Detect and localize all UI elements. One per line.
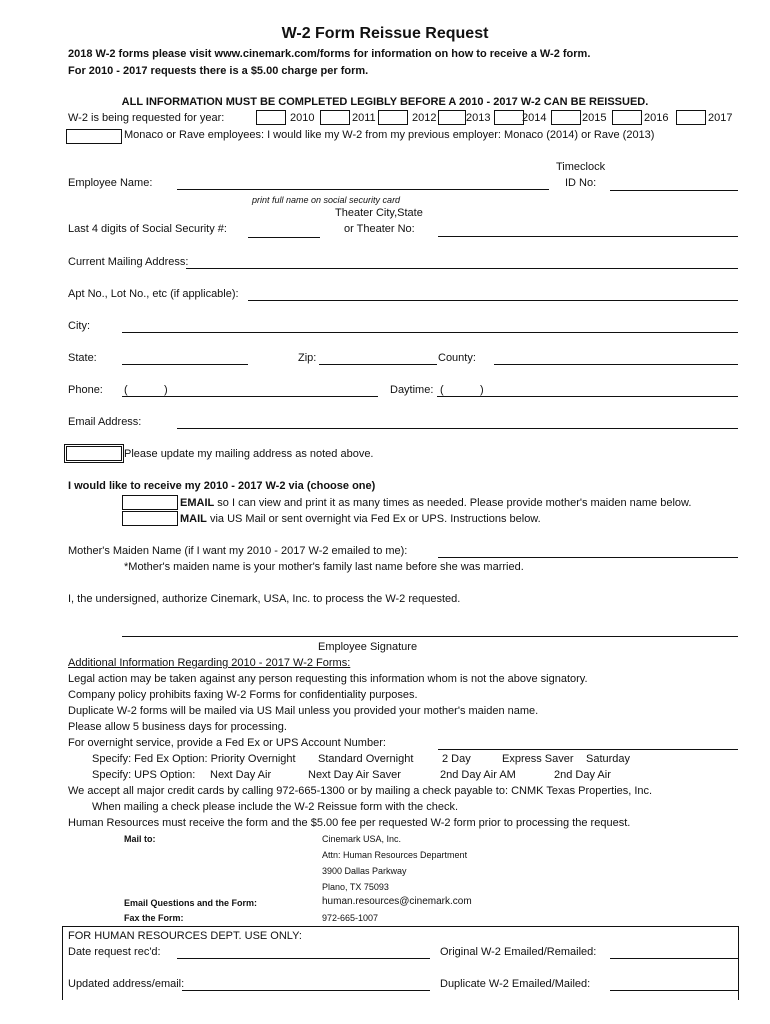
year-2015-checkbox[interactable]: [551, 110, 581, 125]
zip-label: Zip:: [298, 352, 317, 364]
fedex-2-day: 2 Day: [442, 753, 471, 765]
mail-option-checkbox[interactable]: [122, 511, 178, 526]
hr-section-top-border: [62, 926, 738, 927]
date-received-label: Date request rec'd:: [68, 946, 161, 958]
mail-to-label: Mail to:: [124, 834, 156, 844]
intro-line-2: For 2010 - 2017 requests there is a $5.00 charge per form.: [68, 65, 369, 77]
county-field[interactable]: [494, 364, 738, 365]
original-emailed-field[interactable]: [610, 958, 738, 959]
year-2017-checkbox[interactable]: [676, 110, 706, 125]
hr-section-left-border: [62, 926, 63, 1000]
fax-label: Fax the Form:: [124, 913, 184, 923]
credit-card-text: We accept all major credit cards by calling 972-665-1300 or by mailing a check payable to: CNMK Texas Properties, Inc.: [68, 785, 653, 797]
hr-section-right-border: [738, 926, 739, 1000]
mailing-address-field[interactable]: [186, 268, 738, 269]
ssn-label: Last 4 digits of Social Security #:: [68, 223, 227, 235]
daytime-field[interactable]: [437, 396, 738, 397]
fedex-express-saver: Express Saver: [502, 753, 574, 765]
email-label: Email Address:: [68, 416, 142, 428]
additional-line: Company policy prohibits faxing W-2 Forms for confidentiality purposes.: [68, 689, 418, 701]
ups-2nd-day-air-am: 2nd Day Air AM: [440, 769, 516, 781]
year-2016-label: 2016: [644, 112, 669, 124]
daytime-label: Daytime:: [390, 384, 434, 396]
monaco-rave-checkbox[interactable]: [66, 129, 122, 144]
year-2015-label: 2015: [582, 112, 607, 124]
maiden-name-note: *Mother's maiden name is your mother's family last name before she was married.: [124, 561, 524, 573]
mail-option-title: MAIL: [180, 513, 207, 525]
city-label: City:: [68, 320, 90, 332]
additional-line: For overnight service, provide a Fed Ex or UPS Account Number:: [68, 737, 386, 749]
mail-to-line: 3900 Dallas Parkway: [322, 866, 407, 876]
year-2012-checkbox[interactable]: [378, 110, 408, 125]
ups-2nd-day-air: 2nd Day Air: [554, 769, 611, 781]
phone-paren-open: (: [124, 384, 128, 396]
updated-address-field[interactable]: [182, 990, 430, 991]
fax-number: 972-665-1007: [322, 913, 379, 923]
timeclock-label: Timeclock: [556, 161, 606, 173]
year-2010-checkbox[interactable]: [256, 110, 286, 125]
theater-label-1: Theater City,State: [335, 207, 423, 219]
daytime-paren-close: ): [480, 384, 484, 396]
duplicate-emailed-field[interactable]: [610, 990, 738, 991]
county-label: County:: [438, 352, 476, 364]
employee-name-field[interactable]: [177, 189, 549, 190]
maiden-name-field[interactable]: [438, 557, 738, 558]
signature-label: Employee Signature: [318, 641, 418, 653]
email-questions-label: Email Questions and the Form:: [124, 898, 258, 908]
zip-field[interactable]: [319, 364, 437, 365]
year-2013-checkbox[interactable]: [438, 110, 466, 125]
account-number-field[interactable]: [438, 749, 738, 750]
year-2017-label: 2017: [708, 112, 733, 124]
state-label: State:: [68, 352, 97, 364]
fedex-saturday: Saturday: [586, 753, 631, 765]
mail-to-line: Attn: Human Resources Department: [322, 850, 468, 860]
authorize-text: I, the undersigned, authorize Cinemark, USA, Inc. to process the W-2 requested.: [68, 593, 461, 605]
year-2014-label: 2014: [522, 112, 547, 124]
ssn-field[interactable]: [248, 237, 320, 238]
additional-line: Please allow 5 business days for processing.: [68, 721, 287, 733]
phone-label: Phone:: [68, 384, 103, 396]
mail-to-line: Plano, TX 75093: [322, 882, 389, 892]
mail-to-line: Cinemark USA, Inc.: [322, 834, 402, 844]
theater-field[interactable]: [438, 236, 738, 237]
phone-field[interactable]: [122, 396, 378, 397]
signature-field[interactable]: [122, 636, 738, 637]
additional-heading: Additional Information Regarding 2010 - 2017 W-2 Forms:: [68, 657, 351, 669]
id-no-label: ID No:: [565, 177, 597, 189]
phone-paren-close: ): [164, 384, 168, 396]
employee-name-hint: print full name on social security card: [252, 195, 401, 205]
employee-name-label: Employee Name:: [68, 177, 153, 189]
year-2010-label: 2010: [290, 112, 315, 124]
year-2011-checkbox[interactable]: [320, 110, 350, 125]
duplicate-emailed-label: Duplicate W-2 Emailed/Mailed:: [440, 978, 591, 990]
notice: ALL INFORMATION MUST BE COMPLETED LEGIBLY BEFORE A 2010 - 2017 W-2 CAN BE REISSUED.: [121, 96, 649, 108]
additional-line: Duplicate W-2 forms will be mailed via US Mail unless you provided your mother's maiden name.: [68, 705, 539, 717]
daytime-paren-open: (: [440, 384, 444, 396]
mail-option-text: via US Mail or sent overnight via Fed Ex or UPS. Instructions below.: [206, 513, 541, 525]
ups-next-day-air-saver: Next Day Air Saver: [308, 769, 401, 781]
hr-email: human.resources@cinemark.com: [322, 896, 472, 907]
maiden-name-label: Mother's Maiden Name (if I want my 2010 - 2017 W-2 emailed to me):: [68, 545, 408, 557]
delivery-heading: I would like to receive my 2010 - 2017 W-2 via (choose one): [68, 480, 376, 492]
email-option-title: EMAIL: [180, 497, 215, 509]
fedex-label: Specify: Fed Ex Option: Priority Overnight: [92, 753, 296, 765]
year-2013-label: 2013: [466, 112, 491, 124]
year-2014-checkbox[interactable]: [494, 110, 524, 125]
theater-label-2: or Theater No:: [344, 223, 415, 235]
year-2016-checkbox[interactable]: [612, 110, 642, 125]
hr-use-heading: FOR HUMAN RESOURCES DEPT. USE ONLY:: [68, 930, 302, 942]
ups-next-day-air: Next Day Air: [210, 769, 272, 781]
email-option-text: so I can view and print it as many times as needed. Please provide mother's maiden name below.: [214, 497, 692, 509]
apt-field[interactable]: [248, 300, 738, 301]
monaco-rave-label: Monaco or Rave employees: I would like my W-2 from my previous employer: Monaco (2014) or Rave (2013): [124, 129, 655, 141]
date-received-field[interactable]: [177, 958, 430, 959]
fedex-standard-overnight: Standard Overnight: [318, 753, 414, 765]
timeclock-id-field[interactable]: [610, 190, 738, 191]
ups-label: Specify: UPS Option:: [92, 769, 196, 781]
email-option-checkbox[interactable]: [122, 495, 178, 510]
update-address-checkbox[interactable]: [66, 446, 122, 461]
original-emailed-label: Original W-2 Emailed/Remailed:: [440, 946, 597, 958]
email-field[interactable]: [177, 428, 738, 429]
mailing-address-label: Current Mailing Address:: [68, 256, 189, 268]
state-field[interactable]: [122, 364, 248, 365]
hr-requirement-text: Human Resources must receive the form and the $5.00 fee per requested W-2 form prior to processing the request.: [68, 817, 631, 829]
city-field[interactable]: [122, 332, 738, 333]
check-text: When mailing a check please include the W-2 Reissue form with the check.: [92, 801, 459, 813]
year-label: W-2 is being requested for year:: [68, 112, 225, 124]
update-address-label: Please update my mailing address as noted above.: [124, 448, 374, 460]
additional-line: Legal action may be taken against any person requesting this information whom is not the above signatory.: [68, 673, 588, 685]
page-title: W-2 Form Reissue Request: [281, 25, 489, 42]
updated-address-label: Updated address/email:: [68, 978, 185, 990]
year-2012-label: 2012: [412, 112, 437, 124]
apt-label: Apt No., Lot No., etc (if applicable):: [68, 288, 239, 300]
intro-line-1: 2018 W-2 forms please visit www.cinemark.com/forms for information on how to receive a W-2 form.: [68, 48, 591, 60]
year-2011-label: 2011: [352, 112, 376, 124]
